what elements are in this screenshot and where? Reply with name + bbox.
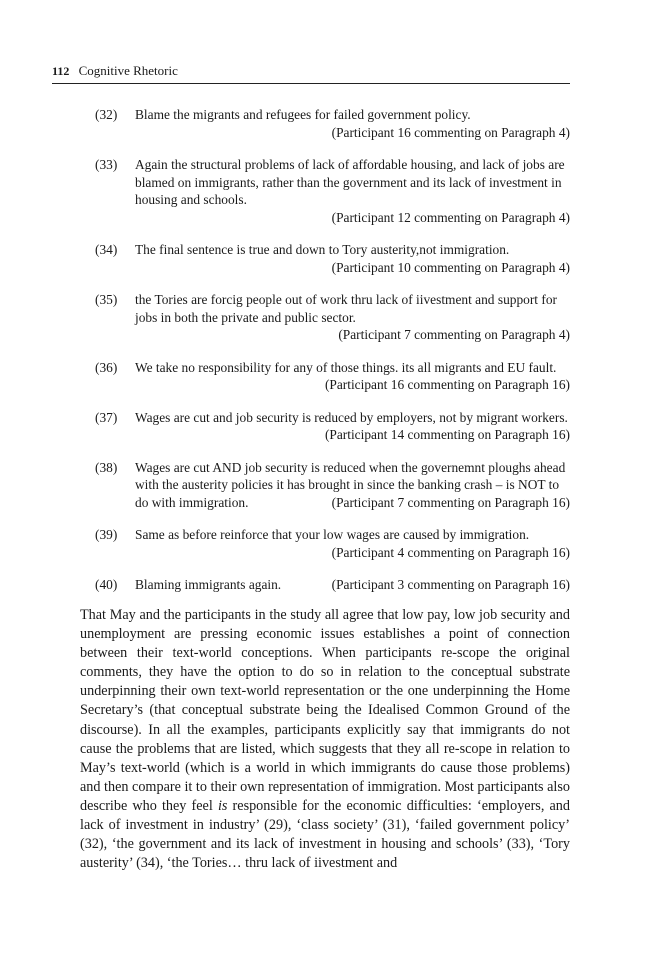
example-number: (32) [95,107,118,122]
running-header [52,63,570,84]
example-quote: Same as before reinforce that your low wages are caused by immigration. [135,527,530,542]
example-item [95,291,570,344]
example-source: (Participant 4 commenting on Paragraph 16) [331,544,570,560]
example-item [95,106,570,141]
example-number: (38) [95,459,118,475]
example-number: (35) [95,292,118,307]
body-text-2: responsible for the economic difficulties: ‘employers, and lack of investment in industry’ (29), ‘class society’ (31), ‘failed government policy’ (32), ‘the government and its lack of investment in housing and schools’ (33), ‘Tory austerity’ (34), ‘the Tories… thru lack of iivestment and [80,797,570,872]
example-quote: Wages are cut AND job security is reduced when the governemnt ploughs ahead with the austerity policies it has brought in since the banking crash – is NOT to do with immigration. [135,459,566,510]
example-source: (Participant 16 commenting on Paragraph 4) [331,124,570,140]
example-item [95,241,570,276]
running-title: Cognitive Rhetoric [78,63,178,78]
example-source: (Participant 12 commenting on Paragraph 4) [331,209,570,225]
example-source: (Participant 14 commenting on Paragraph 16) [324,427,570,442]
example-source: (Participant 7 commenting on Paragraph 16) [331,494,570,510]
example-quote: Blaming immigrants again. [135,577,282,592]
example-item [95,359,570,394]
example-number: (33) [95,157,118,172]
example-number: (37) [95,409,118,425]
example-body [135,409,570,444]
example-item [95,156,570,226]
example-body [135,576,570,594]
example-quote: the Tories are forcig people out of work thru lack of iivestment and support for jobs in both the private and public sector. [135,292,557,325]
example-quote: We take no responsibility for any of those things. its all migrants and EU fault. [135,359,557,375]
body-emphasis: is [217,797,228,814]
example-body [135,291,570,344]
example-body [135,241,570,276]
example-quote: Again the structural problems of lack of affordable housing, and lack of jobs are blamed on immigrants, rather than the government and its lack of investment in housing and schools. [135,157,565,207]
example-body [135,359,570,394]
example-quote: Blame the migrants and refugees for failed government policy. [135,107,471,122]
example-item [95,409,570,444]
example-body [135,156,570,226]
example-number: (40) [95,577,118,592]
example-list [95,106,570,609]
body-paragraph [80,606,570,873]
example-item [95,576,570,594]
example-source: (Participant 16 commenting on Paragraph 16) [324,377,570,392]
example-source: (Participant 3 commenting on Paragraph 16) [331,577,570,592]
page-number: 112 [52,64,70,78]
example-body [135,459,570,512]
example-number: (34) [95,242,118,257]
example-body [135,526,570,561]
example-source: (Participant 10 commenting on Paragraph 4) [331,259,570,275]
example-item [95,526,570,561]
example-number: (36) [95,359,118,375]
example-quote: Wages are cut and job security is reduced by employers, not by migrant workers. [135,409,568,425]
example-quote: The final sentence is true and down to Tory austerity,not immigration. [135,242,510,257]
example-number: (39) [95,527,118,542]
example-source: (Participant 7 commenting on Paragraph 4) [338,327,570,342]
example-body [135,106,570,141]
example-item [95,459,570,512]
body-text-1: That May and the participants in the study all agree that low pay, low job security and unemployment are pressing economic issues establishes a point of connection between their text-world conceptions. When participants re-scope the original comments, they have the option to do so in relation to the conceptual substrate underpinning their own text-world representation or the one underpinning the Home Secretary’s (that conceptual substrate being the Idealised Common Ground of the discourse). In all the examples, participants explicitly say that immigrants do not cause the problems that are listed, which suggests that they all re-scope in relation to May’s text-world (which is a world in which immigrants do cause those problems) and then compare it to their own representation of immigration. Most participants also describe who they feel [80,607,570,814]
